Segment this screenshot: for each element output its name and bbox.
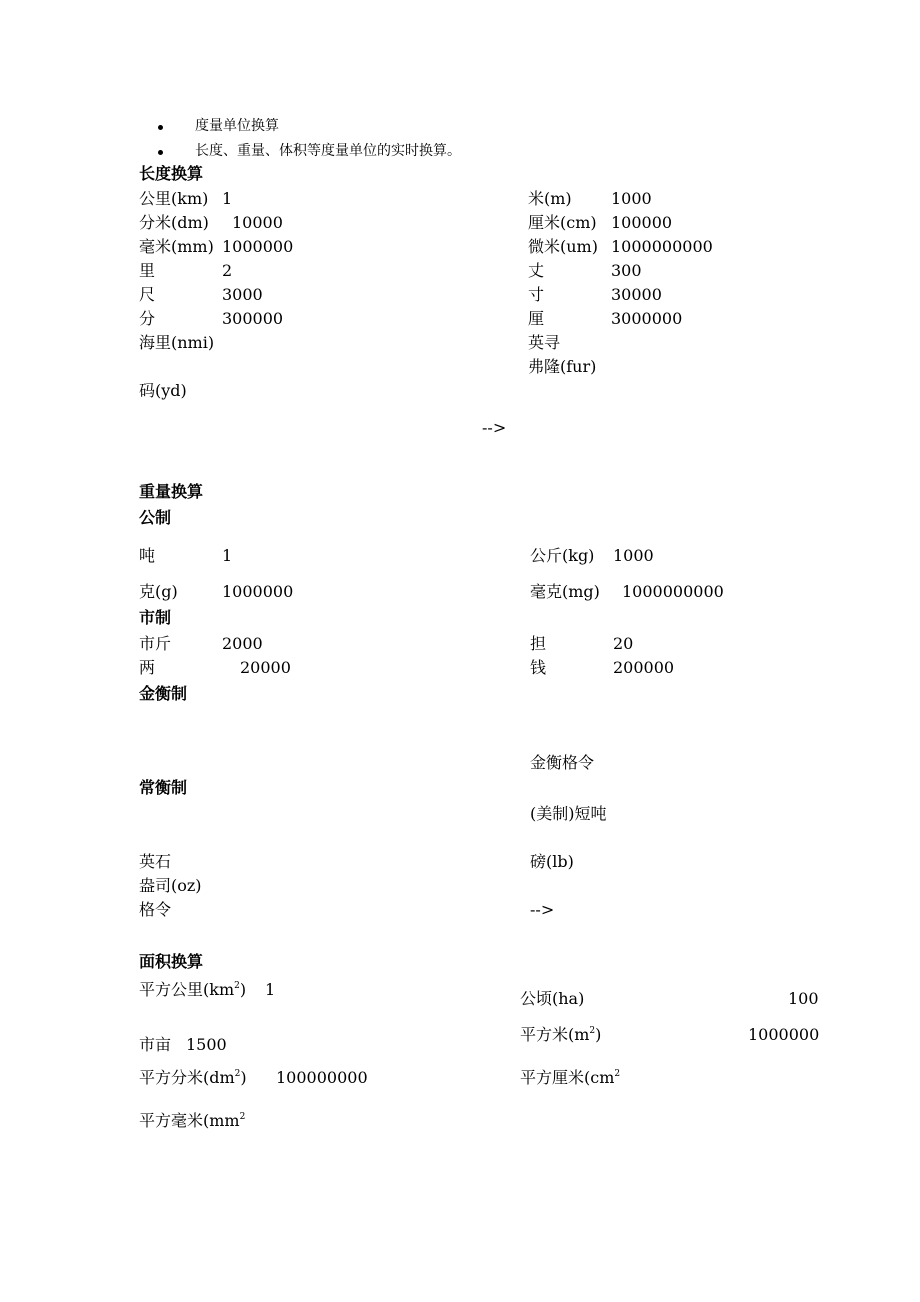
unit-value: 1000000 [748, 1025, 820, 1044]
unit-label: 毫克(mg) [530, 582, 600, 601]
unit-value: 30000 [611, 285, 662, 304]
unit-value: 1000000000 [622, 582, 724, 601]
superscript: 2 [239, 1111, 246, 1122]
bullet-item-title: 度量单位换算 [195, 118, 279, 134]
superscript: 2 [614, 1068, 621, 1079]
unit-value: 3000000 [611, 309, 683, 328]
unit-value: 1 [222, 546, 233, 565]
unit-label [139, 980, 246, 1000]
unit-label: 码(yd) [139, 381, 187, 400]
unit-label: 厘 [528, 309, 545, 328]
unit-label: 盎司(oz) [139, 876, 202, 895]
unit-label: 海里(nmi) [139, 333, 215, 352]
unit-label: 吨 [139, 546, 156, 565]
unit-label-text: 平方公里(km [139, 980, 235, 999]
unit-label: 公里(km) [139, 189, 209, 208]
length-heading: 长度换算 [139, 164, 204, 183]
unit-label-text: 平方厘米(cm [520, 1068, 615, 1087]
unit-value: 100 [788, 989, 819, 1008]
unit-label: 钱 [530, 658, 547, 677]
unit-label [520, 1068, 620, 1088]
unit-value: 300000 [222, 309, 284, 328]
unit-label: 英寻 [528, 333, 561, 352]
weight-heading: 重量换算 [139, 482, 204, 501]
unit-value: 100000000 [276, 1068, 368, 1087]
unit-label: 公斤(kg) [530, 546, 595, 565]
unit-label: 格令 [139, 900, 172, 919]
unit-label: 寸 [528, 285, 545, 304]
unit-label: 市亩 [139, 1035, 172, 1054]
unit-label: 分米(dm) [139, 213, 209, 232]
bullet-item-description: 长度、重量、体积等度量单位的实时换算。 [195, 143, 461, 159]
unit-label: 毫米(mm) [139, 237, 214, 256]
bullet-dot [158, 150, 163, 155]
superscript: 2 [234, 1068, 241, 1079]
unit-value: 1 [222, 189, 233, 208]
unit-label: 里 [139, 261, 156, 280]
unit-value: 1000000 [222, 582, 294, 601]
unit-value: 2000 [222, 634, 263, 653]
unit-label: 公顷(ha) [520, 989, 585, 1008]
unit-value: 100000 [611, 213, 673, 232]
unit-value: 10000 [232, 213, 283, 232]
unit-label: 弗隆(fur) [528, 357, 597, 376]
area-heading: 面积换算 [139, 952, 204, 971]
market-subheading: 市制 [139, 608, 172, 627]
unit-label: 担 [530, 634, 547, 653]
unit-value: 1 [265, 980, 276, 999]
unit-label: 两 [139, 658, 156, 677]
unit-label: 丈 [528, 261, 545, 280]
metric-subheading: 公制 [139, 508, 172, 527]
unit-value: 1000 [613, 546, 654, 565]
unit-value: 1000 [611, 189, 652, 208]
unit-value: 1500 [186, 1035, 227, 1054]
section-arrow: --> [530, 900, 555, 919]
troy-subheading: 金衡制 [139, 684, 188, 703]
unit-label: 厘米(cm) [528, 213, 597, 232]
unit-label-close: ) [595, 1025, 602, 1044]
unit-label: 米(m) [528, 189, 572, 208]
unit-label: 磅(lb) [530, 852, 574, 871]
unit-label-text: 平方毫米(mm [139, 1111, 240, 1130]
unit-label: 金衡格令 [530, 753, 595, 772]
unit-label [139, 1111, 245, 1131]
unit-value: 1000000000 [611, 237, 713, 256]
unit-value: 20 [613, 634, 634, 653]
unit-label [520, 1025, 601, 1045]
unit-value: 1000000 [222, 237, 294, 256]
superscript: 2 [234, 980, 240, 991]
unit-value: 3000 [222, 285, 263, 304]
unit-label-text: 平方分米(dm [139, 1068, 235, 1087]
unit-label: 分 [139, 309, 156, 328]
unit-label: 尺 [139, 285, 156, 304]
unit-label: 英石 [139, 852, 172, 871]
unit-label: 市斤 [139, 634, 172, 653]
unit-label: 微米(um) [528, 237, 598, 256]
bullet-dot [158, 125, 163, 130]
unit-value: 20000 [240, 658, 291, 677]
unit-label-close: ) [240, 1068, 247, 1087]
unit-label: 克(g) [139, 582, 178, 601]
unit-value: 2 [222, 261, 233, 280]
unit-label [139, 1068, 247, 1088]
section-arrow: --> [482, 418, 507, 437]
unit-value: 300 [611, 261, 642, 280]
unit-label-text: 平方米(m [520, 1025, 590, 1044]
avoirdupois-subheading: 常衡制 [139, 778, 188, 797]
unit-label: (美制)短吨 [530, 804, 607, 823]
unit-value: 200000 [613, 658, 675, 677]
unit-label-close: ) [239, 980, 247, 999]
superscript: 2 [589, 1025, 596, 1036]
